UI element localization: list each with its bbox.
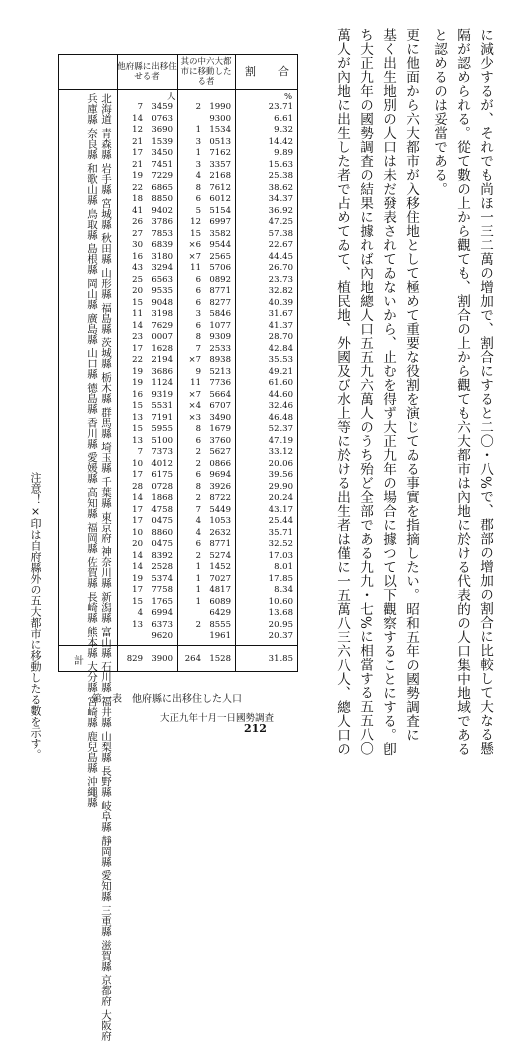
table-cell-r: 8.01 bbox=[274, 562, 293, 572]
body-text-column: 基く出生地別の人口は未だ發表されてゐないから、止むを得ず大正九年の場合に據つて以下觀察することにする。卽 bbox=[380, 28, 396, 756]
table-cell-d: 8771 bbox=[209, 286, 231, 296]
table-cell-d: 3760 bbox=[209, 435, 231, 446]
table-cell-c: 1 bbox=[195, 125, 201, 135]
table-cell-b: 9402 bbox=[151, 205, 173, 216]
table-cell-a: 17 bbox=[132, 343, 143, 354]
table-cell-d: 5846 bbox=[209, 309, 231, 319]
table-cell-c: 6 bbox=[195, 435, 201, 446]
table-cell-a: 14 bbox=[132, 113, 143, 124]
table-cell-b: 7229 bbox=[151, 171, 173, 181]
table-cell-d: 8771 bbox=[209, 539, 231, 549]
table-cell-d: 1452 bbox=[209, 562, 231, 572]
table-cell-d: 6089 bbox=[209, 596, 231, 607]
table-cell-a: 10 bbox=[132, 458, 143, 469]
table-cell-a: 21 bbox=[132, 159, 143, 170]
table-cell-c: 7 bbox=[195, 504, 201, 515]
table-cell-b: 3686 bbox=[151, 366, 173, 377]
table-cell-c: 15 bbox=[190, 228, 201, 239]
table-cell-b: 1628 bbox=[151, 343, 173, 354]
table-cell-b: 6563 bbox=[151, 274, 173, 285]
table-cell-c: 2 bbox=[195, 493, 201, 503]
table-cell-d: 5449 bbox=[209, 504, 231, 515]
table-cell-c: 1 bbox=[195, 573, 201, 584]
table-cell-a: 22 bbox=[132, 182, 143, 193]
table-cell-c: ×4 bbox=[188, 401, 201, 411]
table-cell-d: 1053 bbox=[209, 516, 231, 526]
table-cell-c: 6 bbox=[195, 194, 201, 204]
table-cell-b: 1868 bbox=[151, 493, 173, 503]
table-cell-r: 26.70 bbox=[268, 263, 293, 273]
table-cell-b: 5531 bbox=[151, 401, 173, 411]
table-cell-r: 44.45 bbox=[268, 251, 293, 262]
table-cell-b: 3690 bbox=[151, 125, 173, 135]
table-cell-a: 15 bbox=[132, 297, 143, 308]
table-cell-b: 0475 bbox=[151, 539, 173, 549]
table-cell-r: 32.52 bbox=[268, 539, 293, 549]
table-cell-b: 5955 bbox=[151, 424, 173, 434]
table-cell-c: 1 bbox=[195, 562, 201, 572]
table-cell-d: 5213 bbox=[209, 366, 231, 377]
table-cell-a: 15 bbox=[132, 424, 143, 434]
table-cell-r: 20.37 bbox=[268, 631, 293, 641]
table-cell-r: 20.24 bbox=[268, 493, 293, 503]
table-cell-c: 6 bbox=[195, 274, 201, 285]
unit-percent: % bbox=[284, 92, 293, 102]
table-cell-b: 3294 bbox=[151, 263, 173, 273]
table-cell-c: 2 bbox=[195, 102, 201, 112]
total-a: 829 bbox=[126, 654, 143, 664]
table-cell-d: 1961 bbox=[209, 631, 231, 641]
table-cell-c: 6 bbox=[195, 320, 201, 331]
table-cell-d: 5154 bbox=[209, 205, 231, 216]
table-cell-a: 16 bbox=[132, 251, 143, 262]
prefecture-names-col2: 兵庫縣 奈良縣 和歌山縣 鳥取縣 島根縣 岡山縣 廣島縣 山口縣 德島縣 香川縣 愛媛縣 高知縣 福岡縣 佐賀縣 長崎縣 熊本縣 大分縣 宮崎縣 鹿兒島縣 沖繩縣 bbox=[86, 93, 98, 808]
table-cell-b: 4758 bbox=[151, 504, 173, 515]
table-cell-r: 23.73 bbox=[268, 274, 293, 285]
table-cell-a: 19 bbox=[132, 171, 143, 181]
table-cell-c: 5 bbox=[195, 205, 201, 216]
table-cell-b: 7629 bbox=[151, 320, 173, 331]
table-cell-r: 36.92 bbox=[268, 205, 293, 216]
table-cell-c: ×3 bbox=[188, 412, 201, 423]
column-rule bbox=[117, 55, 118, 671]
table-cell-a: 22 bbox=[132, 355, 143, 365]
table-cell-r: 32.46 bbox=[268, 401, 293, 411]
table-cell-c: ×7 bbox=[188, 251, 201, 262]
table-cell-b: 7191 bbox=[151, 412, 173, 423]
unit-person: 人 bbox=[167, 92, 176, 102]
table-cell-r: 9.89 bbox=[274, 148, 293, 158]
table-caption: 第一表 他府縣に出移住した人口 bbox=[92, 694, 242, 705]
table-cell-d: 8722 bbox=[209, 493, 231, 503]
table-cell-b: 6994 bbox=[151, 608, 173, 618]
table-cell-a: 7 bbox=[137, 447, 143, 457]
table-cell-a: 25 bbox=[132, 274, 143, 285]
page-number: 212 bbox=[244, 722, 267, 735]
table-cell-d: 2533 bbox=[209, 343, 231, 354]
table-cell-b: 9319 bbox=[151, 389, 173, 400]
table-cell-r: 33.12 bbox=[268, 447, 293, 457]
table-cell-a bbox=[121, 630, 143, 642]
table-cell-d: 2632 bbox=[209, 527, 231, 538]
table-cell-r: 8.34 bbox=[274, 585, 293, 595]
table-cell-a: 20 bbox=[132, 286, 143, 296]
table-cell-b: 3459 bbox=[151, 102, 173, 112]
total-ratio: 31.85 bbox=[268, 654, 293, 664]
table-cell-a: 12 bbox=[132, 125, 143, 135]
table-cell-r: 57.38 bbox=[268, 228, 293, 239]
table-cell-c: 3 bbox=[195, 159, 201, 170]
table-cell-d: 6997 bbox=[209, 217, 231, 227]
table-cell-d: 9694 bbox=[209, 470, 231, 480]
table-cell-c: 6 bbox=[195, 470, 201, 480]
table-cell-r: 10.60 bbox=[268, 596, 293, 607]
table-cell-b: 3450 bbox=[151, 148, 173, 158]
table-cell-r: 22.67 bbox=[268, 240, 293, 250]
table-cell-c bbox=[179, 113, 201, 125]
table-cell-a: 17 bbox=[132, 516, 143, 526]
table-cell-d: 3490 bbox=[209, 412, 231, 423]
total-d: 1528 bbox=[209, 654, 231, 664]
table-cell-c: 6 bbox=[195, 286, 201, 296]
table-cell-a: 17 bbox=[132, 504, 143, 515]
table-cell-c: ×6 bbox=[188, 240, 201, 250]
table-cell-c: 8 bbox=[195, 182, 201, 193]
total-c: 264 bbox=[184, 654, 201, 664]
table-cell-c bbox=[179, 607, 201, 619]
table-cell-b: 3180 bbox=[151, 251, 173, 262]
table-cell-r: 38.62 bbox=[268, 182, 293, 193]
table-cell-r: 29.90 bbox=[268, 481, 293, 492]
table-cell-a: 13 bbox=[132, 412, 143, 423]
table-cell-b: 6175 bbox=[151, 470, 173, 480]
table-cell-c: 11 bbox=[190, 263, 201, 273]
table-cell-b: 1124 bbox=[151, 378, 173, 388]
table-cell-r: 43.17 bbox=[268, 504, 293, 515]
table-cell-d: 0866 bbox=[209, 458, 231, 469]
table-cell-c bbox=[179, 630, 201, 642]
table-cell-d: 6429 bbox=[209, 608, 231, 618]
table-cell-b: 7373 bbox=[151, 447, 173, 457]
table-cell-b: 7758 bbox=[151, 585, 173, 595]
table-cell-b: 5100 bbox=[151, 435, 173, 446]
table-cell-c: 8 bbox=[195, 424, 201, 434]
table-cell-d: 3582 bbox=[209, 228, 231, 239]
table-cell-r: 61.60 bbox=[268, 378, 293, 388]
table-cell-c: 6 bbox=[195, 539, 201, 549]
table-cell-d: 9300 bbox=[209, 113, 231, 124]
table-cell-b: 0728 bbox=[151, 481, 173, 492]
table-cell-c: 2 bbox=[195, 447, 201, 457]
table-cell-r: 42.84 bbox=[268, 343, 293, 354]
table-cell-c: 4 bbox=[195, 171, 201, 181]
table-cell-c: 4 bbox=[195, 516, 201, 526]
table-cell-b: 7451 bbox=[151, 159, 173, 170]
table-cell-a: 23 bbox=[132, 332, 143, 342]
table-cell-b: 9048 bbox=[151, 297, 173, 308]
table-cell-b: 4012 bbox=[151, 458, 173, 469]
table-cell-a: 7 bbox=[137, 102, 143, 112]
table-cell-r: 40.39 bbox=[268, 297, 293, 308]
table-cell-a: 28 bbox=[132, 481, 143, 492]
table-cell-a: 26 bbox=[132, 217, 143, 227]
table-cell-b: 6865 bbox=[151, 182, 173, 193]
table-cell-a: 41 bbox=[132, 205, 143, 216]
table-cell-c: 7 bbox=[195, 343, 201, 354]
table-cell-r: 44.60 bbox=[268, 389, 293, 400]
table-cell-b: 0007 bbox=[151, 332, 173, 342]
table-cell-r: 6.61 bbox=[274, 113, 293, 124]
header-from-prefecture: 他府縣に出移住せる者 bbox=[117, 62, 177, 82]
table-cell-b: 9620 bbox=[151, 631, 173, 641]
table-cell-c: 3 bbox=[195, 309, 201, 319]
table-cell-c: ×7 bbox=[188, 389, 201, 400]
header-rule bbox=[59, 89, 297, 90]
table-cell-b: 9535 bbox=[151, 286, 173, 296]
table-cell-r: 39.56 bbox=[268, 470, 293, 480]
table-cell-r: 25.44 bbox=[268, 516, 293, 526]
table-cell-c: 6 bbox=[195, 297, 201, 308]
table-cell-b: 8850 bbox=[151, 194, 173, 204]
table-cell-r: 34.37 bbox=[268, 194, 293, 204]
table-cell-r: 14.42 bbox=[268, 136, 293, 147]
table-cell-c: 9 bbox=[195, 366, 201, 377]
table-cell-r: 17.03 bbox=[268, 550, 293, 561]
table-cell-a: 14 bbox=[132, 320, 143, 331]
table-cell-b: 0763 bbox=[151, 113, 173, 124]
table-cell-r: 13.68 bbox=[268, 608, 293, 618]
table-cell-d: 1679 bbox=[209, 424, 231, 434]
table-cell-a: 30 bbox=[132, 240, 143, 250]
table-cell-c: 2 bbox=[195, 550, 201, 561]
table-cell-r: 35.71 bbox=[268, 527, 293, 538]
table-cell-d: 7736 bbox=[209, 378, 231, 388]
body-text-column: と認めるのは妥當である。 bbox=[431, 28, 447, 196]
table-cell-d: 9544 bbox=[209, 240, 231, 250]
table-cell-r: 31.67 bbox=[268, 309, 293, 319]
table-cell-d: 3357 bbox=[209, 159, 231, 170]
table-cell-d: 7612 bbox=[209, 182, 231, 193]
table-cell-d: 7027 bbox=[209, 573, 231, 584]
table-cell-a: 27 bbox=[132, 228, 143, 239]
table-cell-a: 18 bbox=[132, 194, 143, 204]
header-ratio: 割 合 bbox=[245, 65, 289, 78]
table-note: 注意！×印は自府縣外の五大都市に移動したる數を示す。 bbox=[29, 472, 42, 760]
table-cell-a: 19 bbox=[132, 366, 143, 377]
table-cell-r: 20.06 bbox=[268, 458, 293, 469]
table-cell-d: 2168 bbox=[209, 171, 231, 181]
table-cell-a: 11 bbox=[132, 309, 143, 319]
table-cell-b: 8392 bbox=[151, 550, 173, 561]
table-cell-c: 3 bbox=[195, 136, 201, 147]
table-cell-c: 11 bbox=[190, 378, 201, 388]
table-cell-d: 0892 bbox=[209, 274, 231, 285]
table-cell-a: 13 bbox=[132, 619, 143, 630]
table-cell-a: 43 bbox=[132, 263, 143, 273]
column-rule bbox=[177, 55, 178, 671]
total-b: 3900 bbox=[151, 654, 173, 664]
body-text-column: 更に他面から六大都市が入移住地として極めて重要な役割を演じてゐる事實を指摘したい。昭和五年の國勢調査に bbox=[403, 28, 419, 742]
table-cell-a: 20 bbox=[132, 539, 143, 549]
table-cell-c: 2 bbox=[195, 619, 201, 630]
table-cell-a: 16 bbox=[132, 389, 143, 400]
body-text-column: 隔が認められる。從て數の上から觀ても、割合の上から觀ても六大都市は內地に於ける代表的の人口集中地域である bbox=[454, 28, 470, 756]
table-cell-c: 2 bbox=[195, 458, 201, 469]
table-cell-r: 25.38 bbox=[268, 171, 293, 181]
table-cell-c: 4 bbox=[195, 527, 201, 538]
table-cell-r: 9.32 bbox=[274, 125, 293, 135]
table-cell-r: 52.37 bbox=[268, 424, 293, 434]
table-cell-d: 3926 bbox=[209, 481, 231, 492]
table-cell-r: 23.71 bbox=[268, 102, 293, 112]
header-to-six-cities: 其の中六大都市に移動したる者 bbox=[180, 57, 232, 87]
table-cell-d: 8555 bbox=[209, 619, 231, 630]
table-cell-a: 14 bbox=[132, 550, 143, 561]
table-cell-a: 10 bbox=[132, 527, 143, 538]
table-cell-c: 1 bbox=[195, 596, 201, 607]
table-cell-b: 8860 bbox=[151, 527, 173, 538]
table-cell-d: 5627 bbox=[209, 447, 231, 457]
table-cell-a: 19 bbox=[132, 573, 143, 584]
table-cell-b: 1539 bbox=[151, 136, 173, 147]
table-cell-d: 7162 bbox=[209, 148, 231, 158]
table-cell-d: 9309 bbox=[209, 332, 231, 342]
table-cell-d: 6707 bbox=[209, 401, 231, 411]
table-cell-d: 5664 bbox=[209, 389, 231, 400]
table-cell-d: 8277 bbox=[209, 297, 231, 308]
table-cell-b: 5374 bbox=[151, 573, 173, 584]
table-cell-d: 1990 bbox=[209, 102, 231, 112]
table-cell-a: 17 bbox=[132, 585, 143, 595]
table-cell-r: 41.37 bbox=[268, 320, 293, 331]
table-cell-a: 15 bbox=[132, 401, 143, 411]
table-cell-r: 46.48 bbox=[268, 412, 293, 423]
table-cell-b: 2194 bbox=[151, 355, 173, 365]
table-cell-r: 28.70 bbox=[268, 332, 293, 342]
table-cell-c: 12 bbox=[190, 217, 201, 227]
table-cell-a: 21 bbox=[132, 136, 143, 147]
table-cell-a: 19 bbox=[132, 378, 143, 388]
table-cell-a: 17 bbox=[132, 470, 143, 480]
body-text-column: に減少するが、それでも尚ほ一三二萬の增加で、割合にすると二〇・八%で、郡部の增加の割合に比較して大なる懸 bbox=[477, 28, 493, 756]
table-cell-d: 1077 bbox=[209, 320, 231, 331]
table-cell-c: 1 bbox=[195, 585, 201, 595]
column-rule bbox=[235, 55, 236, 671]
table-cell-d: 2565 bbox=[209, 251, 231, 262]
table-cell-d: 6012 bbox=[209, 194, 231, 204]
total-label: 計 bbox=[74, 656, 84, 667]
table-cell-a: 14 bbox=[132, 562, 143, 572]
table-cell-b: 1765 bbox=[151, 596, 173, 607]
table-cell-d: 4817 bbox=[209, 585, 231, 595]
table-cell-c: 8 bbox=[195, 481, 201, 492]
body-text-column: ち大正九年の國勢調査の結果に據れば內地總人口五五九六萬人のうち殆ど全部である九九・七%に相當する五五八〇 bbox=[357, 28, 373, 756]
table-cell-d: 8938 bbox=[209, 355, 231, 365]
table-cell-b: 0475 bbox=[151, 516, 173, 526]
table-cell-r: 47.19 bbox=[268, 435, 293, 446]
table-cell-c: ×7 bbox=[188, 355, 201, 365]
table-cell-d: 5706 bbox=[209, 263, 231, 273]
table-cell-r: 20.95 bbox=[268, 619, 293, 630]
table-cell-a: 15 bbox=[132, 596, 143, 607]
table-cell-d: 0513 bbox=[209, 136, 231, 147]
table-cell-r: 35.53 bbox=[268, 355, 293, 365]
table-cell-b: 2528 bbox=[151, 562, 173, 572]
table-cell-b: 3198 bbox=[151, 309, 173, 319]
table-cell-a: 17 bbox=[132, 148, 143, 158]
table-cell-r: 32.82 bbox=[268, 286, 293, 296]
table-cell-r: 47.25 bbox=[268, 217, 293, 227]
table-cell-a: 14 bbox=[132, 493, 143, 503]
table-cell-c: 1 bbox=[195, 148, 201, 158]
table-cell-b: 3786 bbox=[151, 217, 173, 227]
table-cell-b: 6373 bbox=[151, 619, 173, 630]
table-cell-a: 13 bbox=[132, 435, 143, 446]
table-cell-b: 6839 bbox=[151, 240, 173, 250]
body-text-column: 萬人が內地に出生した者で占めてゐて、植民地、外國及び水上等に於ける出生者は僅に一五萬八三六八人、總人口の bbox=[334, 28, 350, 756]
table-cell-b: 7853 bbox=[151, 228, 173, 239]
table-subcaption: 大正九年十月一日國勢調査 bbox=[160, 713, 275, 724]
table-cell-d: 1534 bbox=[209, 125, 231, 135]
table-cell-a: 4 bbox=[137, 608, 143, 618]
table-cell-d: 5274 bbox=[209, 550, 231, 561]
prefecture-names-col1: 北海道 青森縣 岩手縣 宮城縣 秋田縣 山形縣 福島縣 茨城縣 栃木縣 群馬縣 埼玉縣 千葉縣 東京府 神奈川縣 新潟縣 富山縣 石川縣 福井縣 山梨縣 長野縣 岐阜縣 靜岡縣 愛知縣 三重縣 滋賀縣 京都府 大阪府 bbox=[100, 93, 112, 1041]
table-cell-r: 17.85 bbox=[268, 573, 293, 584]
table-cell-c: 8 bbox=[195, 332, 201, 342]
table-cell-r: 49.21 bbox=[268, 366, 293, 377]
table-cell-r: 15.63 bbox=[268, 159, 293, 170]
